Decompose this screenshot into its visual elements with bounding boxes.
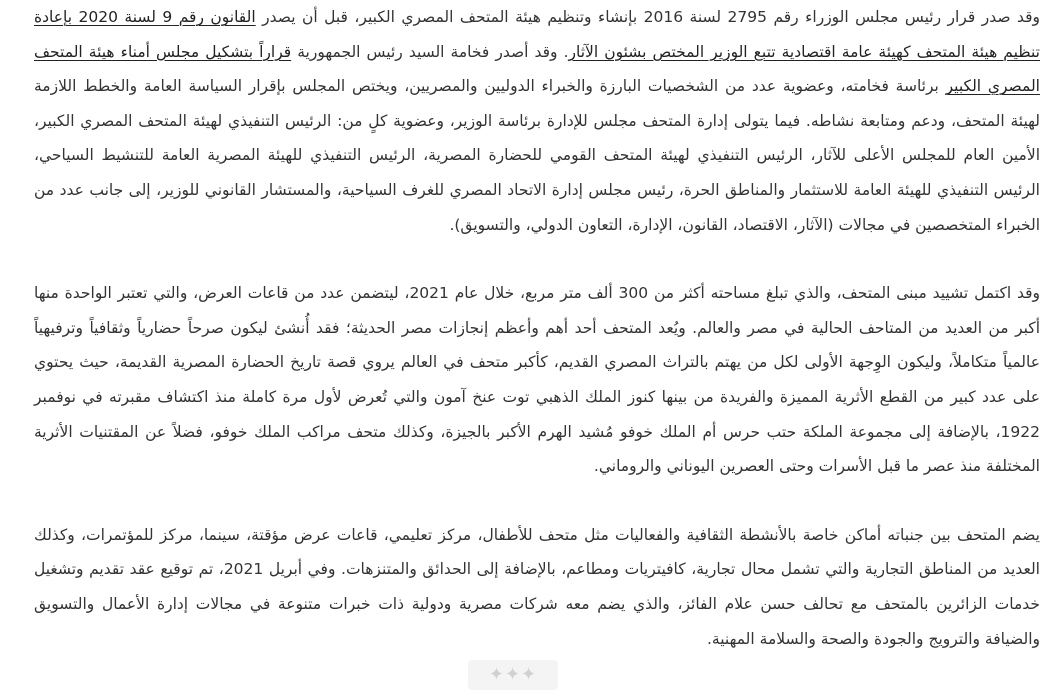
- board-of-trustees-decree-link[interactable]: قراراً بتشكيل مجلس أمناء هيئة المتحف المصري الكبير: [34, 42, 1040, 96]
- paragraph-text: برئاسة فخامته، وعضوية عدد من الشخصيات البارزة والخبراء الدوليين والمصريين، ويختص المجلس بإقرار السياسة العامة والخطط اللازمة لهيئة المتحف، ودعم ومتابعة نشاطه. فيما يتولى إدارة المتحف مجلس للإدارة برئاسة الوزير، وعضوية كلٍ من: الرئيس التنفيذي لهيئة المتحف المصري الكبير، الأمين العام للمجلس الأعلى للآثار، الرئيس التنفيذي لهيئة المتحف القومي للحضارة المصرية، الرئيس التنفيذي للهيئة المصرية العامة للتنشيط السياحي، الرئيس التنفيذي للهيئة العامة للاستثمار والمناطق الحرة، رئيس مجلس إدارة الاتحاد المصري للغرف السياحية، والمستشار القانوني للوزير، إلى جانب عدد من الخبراء المتخصصين في مجالات (الآثار، الاقتصاد، القانون، الإدارة، التعاون الدولي، والتسويق).: [34, 77, 1040, 234]
- paragraph-museum-authority: [34, 0, 1040, 242]
- paragraph-text: . وقد أصدر فخامة السيد رئيس الجمهورية: [291, 42, 569, 61]
- paragraph-museum-building: وقد اكتمل تشييد مبنى المتحف، والذي تبلغ مساحته أكثر من 300 ألف متر مربع، خلال عام 2021، ليتضمن عدد من قاعات العرض، والتي تعتبر الواحدة منها أكبر من العديد من المتاحف الحالية في مصر والعالم. ويُعد المتحف أحد أهم وأعظم إنجازات مصر الحديثة؛ فقد أُنشئ ليكون صرحاً حضارياً وثقافياً وترفيهياً عالمياً متكاملاً، وليكون الوِجهة الأولى لكل من يهتم بالتراث المصري القديم، كأكبر متحف في العالم يروي قصة تاريخ الحضارة المصرية القديمة، حيث يحتوي على عدد كبير من القطع الأثرية المميزة والفريدة من بينها كنوز الملك الذهبي توت عنخ آمون والتي تُعرض لأول مرة كاملة منذ اكتشاف مقبرته في نوفمبر 1922، بالإضافة إلى مجموعة الملكة حتب حرس أم الملك خوفو مُشيد الهرم الأكبر بالجيزة، وكذلك متحف مراكب الملك خوفو، فضلاً عن المقتنيات الأثرية المختلفة منذ عصر ما قبل الأسرات وحتى العصرين اليوناني والروماني.: [34, 284, 1040, 476]
- paragraph-text: وقد صدر قرار رئيس مجلس الوزراء رقم 2795 لسنة 2016 بإنشاء وتنظيم هيئة المتحف المصري الكبير، قبل أن يصدر: [255, 8, 1040, 26]
- article-body: [34, 0, 1040, 690]
- watermark-logo: ✦✦✦: [468, 660, 558, 690]
- law-9-2020-link[interactable]: القانون رقم 9 لسنة 2020 بإعادة تنظيم هيئة المتحف كهيئة عامة اقتصادية تتبع الوزير المختص بشئون الآثار: [34, 8, 1040, 61]
- paragraph-museum-facilities: يضم المتحف بين جنباته أماكن خاصة بالأنشطة الثقافية والفعاليات مثل متحف للأطفال، مركز تعليمي، قاعات عرض مؤقتة، سينما، مركز للمؤتمرات، وكذلك العديد من المناطق التجارية والتي تشمل محال تجارية، كافيتريات ومطاعم، بالإضافة إلى الحدائق والمتنزهات. وفي أبريل 2021، تم توقيع عقد تقديم وتشغيل خدمات الزائرين بالمتحف مع تحالف حسن علام الفائز، والذي يضم معه شركات مصرية ودولية ذات خبرات متنوعة في مجالات إدارة الأعمال والتسويق والضيافة والترويج والجودة والصحة والسلامة المهنية.: [34, 525, 1040, 648]
